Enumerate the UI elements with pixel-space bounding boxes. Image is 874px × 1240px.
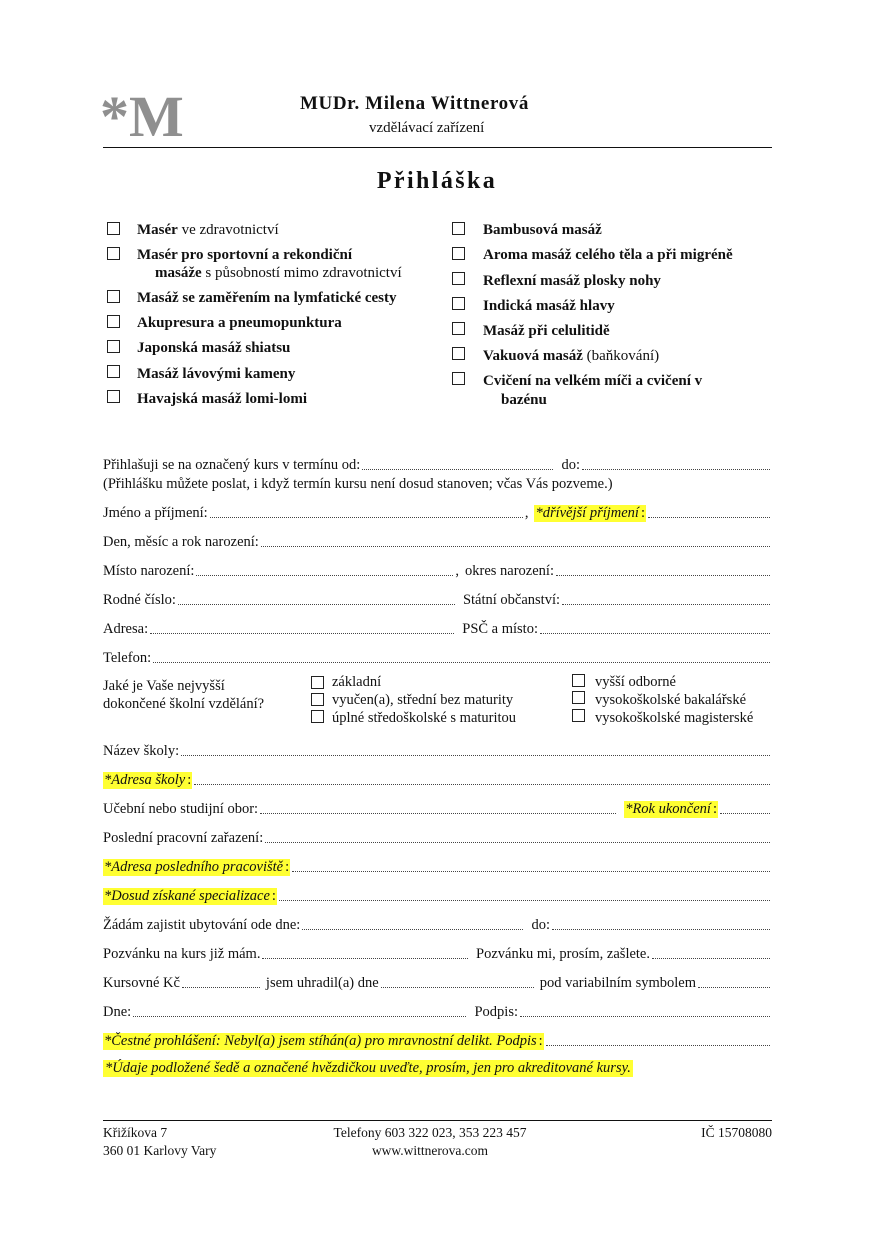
row-specializations (103, 885, 772, 905)
course-label: Masér pro sportovní a rekondiční (137, 247, 353, 263)
zip-city-field[interactable] (540, 633, 770, 634)
term-from-field[interactable] (362, 469, 553, 470)
course-label: Reflexní masáž plosky nohy (483, 273, 661, 289)
course-label: Aroma masáž celého těla a při migréně (483, 247, 733, 263)
label-date: Dne: (103, 1004, 132, 1020)
course-checkbox[interactable] (107, 247, 120, 260)
education-question (103, 677, 264, 713)
name-field[interactable] (210, 517, 523, 518)
label-variable-symbol: pod variabilním symbolem (539, 975, 696, 991)
footer-web[interactable]: www.wittnerova.com (371, 1143, 489, 1158)
footer-phones: Telefony 603 322 023, 353 223 457 (333, 1125, 527, 1140)
organization-name: MUDr. Milena Wittnerová (300, 93, 529, 114)
row-invitation (103, 943, 772, 963)
label-former-name: *dřívější příjmení (535, 505, 639, 521)
course-label-cont: bazénu (501, 392, 547, 408)
variable-symbol-field[interactable] (698, 987, 770, 988)
row-school-address (103, 769, 772, 789)
education-option: vyšší odborné (595, 674, 676, 690)
declaration-text: *Čestné prohlášení: Nebyl(a) jsem stíhán(a) pro mravnostní delikt. Podpis (104, 1033, 537, 1049)
course-label: Masáž lávovými kameny (137, 366, 296, 382)
course-checkbox[interactable] (452, 372, 465, 385)
label-term-from: Přihlašuji se na označený kurs v termínu od: (103, 457, 361, 473)
citizenship-field[interactable] (562, 604, 770, 605)
course-checkbox[interactable] (107, 315, 120, 328)
row-phone (103, 647, 772, 667)
address-field[interactable] (150, 633, 454, 634)
row-lodging (103, 914, 772, 934)
label-specializations: *Dosud získané specializace (104, 888, 270, 904)
course-checkbox[interactable] (107, 390, 120, 403)
row-term (103, 454, 772, 474)
date-field[interactable] (133, 1016, 466, 1017)
course-label-cont: masáže s působností mimo zdravotnictví (155, 265, 402, 281)
education-question-line1: Jaké je Vaše nejvyšší (103, 678, 225, 694)
last-job-address-field[interactable] (292, 871, 770, 872)
term-note: (Přihlášku můžete poslat, i když termín kursu není dosud stanoven; včas Vás pozveme.) (103, 476, 613, 492)
footer-divider (103, 1120, 772, 1121)
course-checkbox[interactable] (107, 290, 120, 303)
course-label: Masáž se zaměřením na lymfatické cesty (137, 290, 397, 306)
colon: : (285, 859, 290, 875)
label-field-of-study: Učební nebo studijní obor: (103, 801, 259, 817)
education-checkbox[interactable] (572, 674, 585, 687)
organization-subtitle: vzdělávací zařízení (369, 120, 485, 136)
course-label: Akupresura a pneumopunktura (137, 315, 342, 331)
row-last-job-address (103, 856, 772, 876)
label-last-job-address: *Adresa posledního pracoviště (104, 859, 284, 875)
education-checkbox[interactable] (311, 710, 324, 723)
label-phone: Telefon: (103, 650, 152, 666)
logo: *M (100, 84, 184, 149)
row-school-name (103, 740, 772, 760)
comma: , (455, 563, 460, 579)
course-label: Vakuová masáž (baňkování) (483, 348, 660, 364)
education-checkbox[interactable] (311, 676, 324, 689)
education-checkbox[interactable] (572, 691, 585, 704)
row-declaration (103, 1030, 772, 1050)
education-option: vysokoškolské magisterské (595, 710, 754, 726)
colon: : (640, 505, 645, 521)
label-graduation-year: *Rok ukončení (625, 801, 711, 817)
specializations-field[interactable] (279, 900, 770, 901)
row-birth-place (103, 560, 772, 580)
colon: : (538, 1033, 543, 1049)
course-label: Masáž při celulitidě (483, 323, 610, 339)
course-label: Japonská masáž shiatsu (137, 340, 291, 356)
education-question-line2: dokončené školní vzdělání? (103, 696, 265, 712)
term-to-field[interactable] (582, 469, 770, 470)
page-title: Přihláška (376, 168, 498, 194)
course-checkbox[interactable] (452, 347, 465, 360)
paid-date-field[interactable] (381, 987, 534, 988)
label-paid: jsem uhradil(a) dne (265, 975, 379, 991)
label-invite-send: Pozvánku mi, prosím, zašlete. (476, 946, 650, 962)
invite-send-field[interactable] (652, 958, 770, 959)
id-number-field[interactable] (178, 604, 455, 605)
former-name-field[interactable] (648, 517, 770, 518)
field-of-study-field[interactable] (260, 813, 616, 814)
course-checkbox[interactable] (452, 272, 465, 285)
course-label: Masér ve zdravotnictví (137, 222, 279, 238)
school-address-field[interactable] (194, 784, 770, 785)
label-birth-date: Den, měsíc a rok narození: (103, 534, 259, 550)
label-school-name: Název školy: (103, 743, 180, 759)
school-name-field[interactable] (181, 755, 770, 756)
course-checkbox[interactable] (107, 340, 120, 353)
course-checkbox[interactable] (452, 247, 465, 260)
label-address: Adresa: (103, 621, 149, 637)
row-address (103, 618, 772, 638)
header-divider (103, 147, 772, 148)
row-term-note (103, 473, 772, 493)
lodging-to-field[interactable] (552, 929, 770, 930)
label-lodging-to: do: (531, 917, 550, 933)
row-birth-date (103, 531, 772, 551)
row-date-signature (103, 1001, 772, 1021)
signature-field[interactable] (520, 1016, 770, 1017)
label-signature: Podpis: (474, 1004, 518, 1020)
lodging-from-field[interactable] (302, 929, 523, 930)
label-lodging-from: Žádám zajistit ubytování ode dne: (103, 917, 301, 933)
row-field-of-study (103, 798, 772, 818)
comma: , (524, 505, 529, 521)
label-id-number: Rodné číslo: (103, 592, 176, 608)
label-birth-district: okres narození: (465, 563, 554, 579)
course-checkbox[interactable] (452, 297, 465, 310)
label-last-job: Poslední pracovní zařazení: (103, 830, 264, 846)
footer-ico: IČ 15708080 (701, 1125, 772, 1140)
row-last-job (103, 827, 772, 847)
label-fee: Kursovné Kč (103, 975, 180, 991)
education-checkbox[interactable] (572, 709, 585, 722)
education-checkbox[interactable] (311, 693, 324, 706)
fee-field[interactable] (182, 987, 260, 988)
course-label: Havajská masáž lomi-lomi (137, 391, 307, 407)
invite-have-field[interactable] (262, 958, 468, 959)
label-citizenship: Státní občanství: (462, 592, 560, 608)
colon: : (712, 801, 717, 817)
course-checkbox[interactable] (452, 322, 465, 335)
label-name: Jméno a příjmení: (103, 505, 208, 521)
education-option: vysokoškolské bakalářské (595, 692, 747, 708)
accreditation-note: *Údaje podložené šedě a označené hvězdičkou uveďte, prosím, jen pro akreditované kursy. (105, 1060, 631, 1076)
label-school-address: *Adresa školy (104, 772, 186, 788)
label-invite-have: Pozvánku na kurs již mám. (103, 946, 261, 962)
phone-field[interactable] (153, 662, 770, 663)
label-birth-place: Místo narození: (103, 563, 195, 579)
row-id-number (103, 589, 772, 609)
course-label: Indická masáž hlavy (483, 298, 615, 314)
label-term-to: do: (561, 457, 580, 473)
footer-street: Křižíkova 7 (103, 1125, 168, 1140)
birth-place-field[interactable] (196, 575, 453, 576)
course-checkbox[interactable] (107, 365, 120, 378)
footer-contact (300, 1124, 560, 1160)
colon: : (187, 772, 192, 788)
course-checkbox[interactable] (107, 222, 120, 235)
footer-city: 360 01 Karlovy Vary (103, 1143, 217, 1158)
education-option: úplné středoškolské s maturitou (332, 710, 517, 726)
birth-date-field[interactable] (261, 546, 770, 547)
course-checkbox[interactable] (452, 222, 465, 235)
education-option: základní (332, 674, 382, 690)
course-label: Bambusová masáž (483, 222, 602, 238)
graduation-year-field[interactable] (720, 813, 770, 814)
label-zip-city: PSČ a místo: (462, 621, 538, 637)
course-label: Cvičení na velkém míči a cvičení v (483, 373, 703, 389)
footer-address (103, 1124, 216, 1160)
birth-district-field[interactable] (556, 575, 770, 576)
row-name (103, 502, 772, 522)
last-job-field[interactable] (265, 842, 770, 843)
education-option: vyučen(a), střední bez maturity (332, 692, 514, 708)
declaration-signature-field[interactable] (546, 1045, 770, 1046)
row-fee (103, 972, 772, 992)
colon: : (271, 888, 276, 904)
